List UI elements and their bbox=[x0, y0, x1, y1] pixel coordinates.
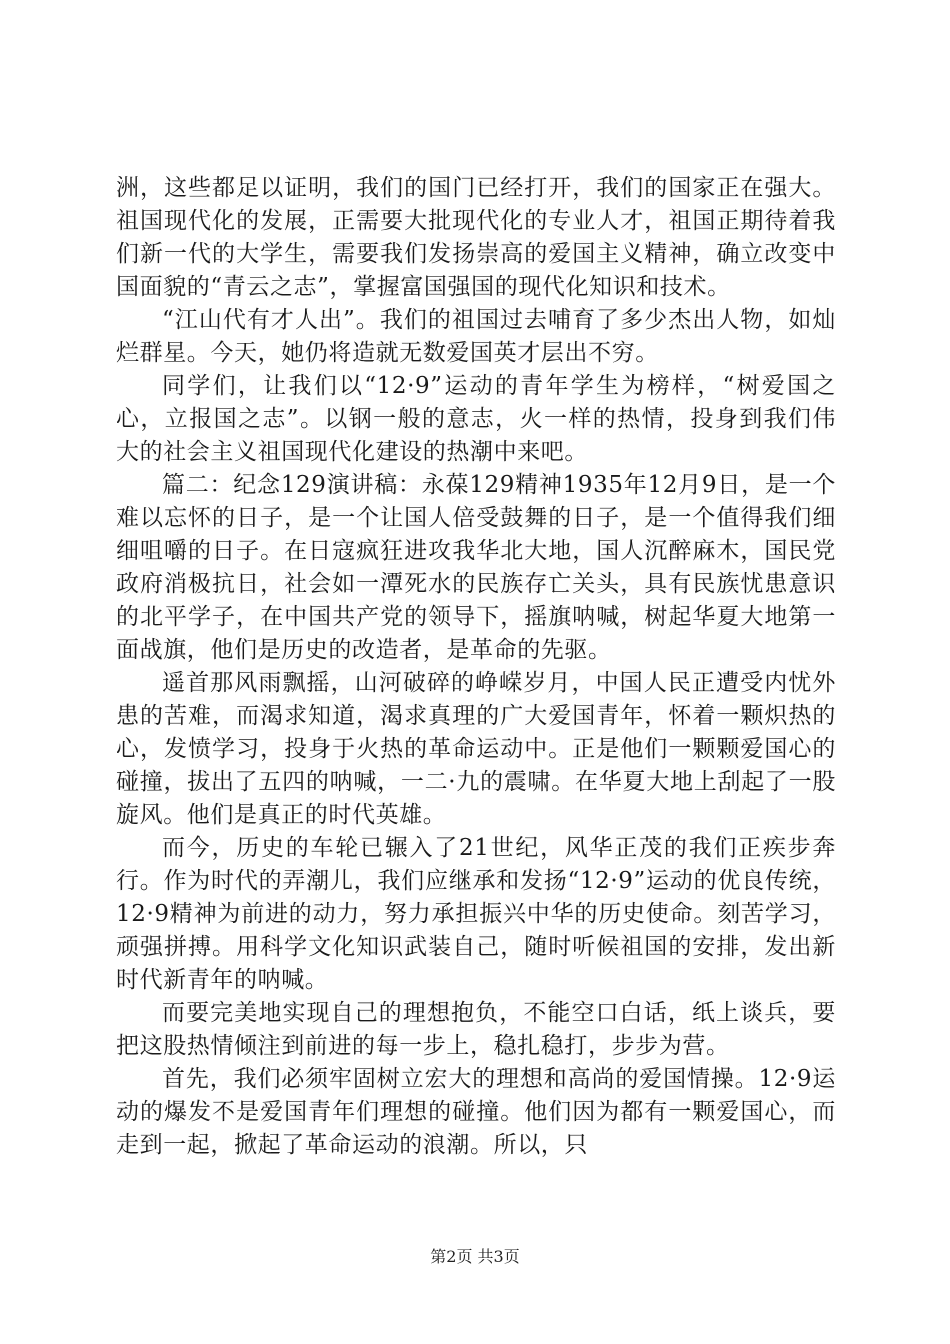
paragraph: 篇二：纪念129演讲稿：永葆129精神1935年12月9日，是一个难以忘怀的日子，是一个让国人倍受鼓舞的日子，是一个值得我们细细咀嚼的日子。在日寇疯狂进攻我华北大地，国人沉醉麻木，国民党政府消极抗日，社会如一潭死水的民族存亡关头，具有民族忧患意识的北平学子，在中国共产党的领导下，摇旗呐喊，树起华夏大地第一面战旗，他们是历史的改造者，是革命的先驱。 bbox=[116, 472, 836, 663]
paragraph: 同学们，让我们以“12·9”运动的青年学生为榜样，“树爱国之心，立报国之志”。以钢一般的意志，火一样的热情，投身到我们伟大的社会主义祖国现代化建设的热潮中来吧。 bbox=[116, 373, 836, 465]
paragraph: 首先，我们必须牢固树立宏大的理想和高尚的爱国情操。12·9运动的爆发不是爱国青年们理想的碰撞。他们因为都有一颗爱国心，而走到一起，掀起了革命运动的浪潮。所以，只 bbox=[116, 1066, 836, 1158]
page-number: 第2页 共3页 bbox=[430, 1247, 520, 1266]
paragraph: 遥首那风雨飘摇，山河破碎的峥嵘岁月，中国人民正遭受内忧外患的苦难，而渴求知道，渴求真理的广大爱国青年，怀着一颗炽热的心，发愤学习，投身于火热的革命运动中。正是他们一颗颗爱国心的碰撞，拔出了五四的呐喊，一二·九的震啸。在华夏大地上刮起了一股旋风。他们是真正的时代英雄。 bbox=[116, 670, 836, 828]
paragraph: “江山代有才人出”。我们的祖国过去哺育了多少杰出人物，如灿烂群星。今天，她仍将造就无数爱国英才层出不穷。 bbox=[116, 307, 836, 366]
document-body bbox=[116, 172, 836, 1162]
paragraph: 而今，历史的车轮已辗入了21世纪，风华正茂的我们正疾步奔行。作为时代的弄潮儿，我们应继承和发扬“12·9”运动的优良传统，12·9精神为前进的动力，努力承担振兴中华的历史使命。刻苦学习，顽强拼搏。用科学文化知识武装自己，随时听候祖国的安排，发出新时代新青年的呐喊。 bbox=[116, 835, 836, 993]
paragraph-continuation: 洲，这些都足以证明，我们的国门已经打开，我们的国家正在强大。祖国现代化的发展，正需要大批现代化的专业人才，祖国正期待着我们新一代的大学生，需要我们发扬崇高的爱国主义精神，确立改变中国面貌的“青云之志”，掌握富国强国的现代化知识和技术。 bbox=[116, 175, 836, 300]
paragraph: 而要完美地实现自己的理想抱负，不能空口白话，纸上谈兵，要把这股热情倾注到前进的每一步上，稳扎稳打，步步为营。 bbox=[116, 1000, 836, 1059]
